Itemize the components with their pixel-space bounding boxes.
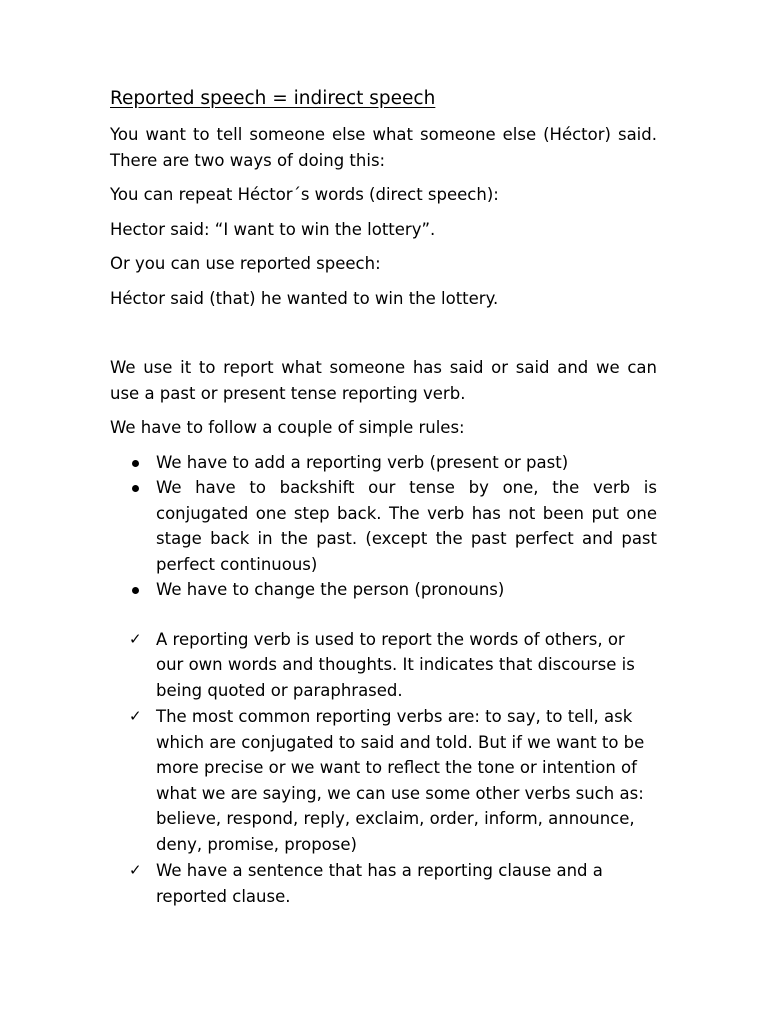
list-item [110, 858, 657, 909]
rules-list [110, 450, 657, 603]
list-item [110, 450, 657, 476]
intro-paragraph: Or you can use reported speech: [110, 254, 381, 273]
rule-text: We have to change the person (pronouns) [156, 580, 505, 599]
note-text: A reporting verb is used to report the words of others, or our own words and thoughts. It indicates that discourse is being quoted or paraphrased. [156, 629, 635, 700]
rules-intro: We have to follow a couple of simple rules: [110, 418, 465, 437]
direct-speech-example: Hector said: “I want to win the lottery”. [110, 219, 436, 239]
checkmark-icon: ✓ [129, 707, 142, 725]
list-item [110, 577, 657, 603]
note-text: We have a sentence that has a reporting clause and a reported clause. [156, 861, 603, 906]
list-item [110, 475, 657, 577]
paragraph-spacer [110, 320, 657, 355]
list-spacer [110, 603, 657, 627]
intro-paragraph: You want to tell someone else what someone else (Héctor) said. There are two ways of doing this: [110, 125, 657, 170]
rule-text: We have to backshift our tense by one, the verb is conjugated one step back. The verb has not been put one stage back in the past. (except the past perfect and past perfect continuous) [156, 478, 657, 574]
bullet-icon [132, 485, 139, 492]
list-item [110, 627, 657, 704]
note-text: The most common reporting verbs are: to say, to tell, ask which are conjugated to said and told. But if we want to be more precise or we want to reflect the tone or intention of what we are saying, we can use some other verbs such as: believe, respond, reply, exclaim, order, inform, announce, deny, promise, propose) [156, 707, 645, 854]
bullet-icon [132, 460, 139, 467]
list-item [110, 704, 657, 857]
usage-paragraph: We use it to report what someone has said or said and we can use a past or present tense reporting verb. [110, 358, 657, 403]
checkmark-icon: ✓ [129, 861, 142, 879]
intro-paragraph: You can repeat Héctor´s words (direct speech): [110, 185, 499, 204]
rule-text: We have to add a reporting verb (present or past) [156, 452, 569, 472]
reported-speech-example: Héctor said (that) he wanted to win the lottery. [110, 288, 499, 308]
document-title: Reported speech = indirect speech [110, 88, 436, 109]
notes-list [110, 627, 657, 910]
bullet-icon [132, 587, 139, 594]
checkmark-icon: ✓ [129, 629, 142, 648]
